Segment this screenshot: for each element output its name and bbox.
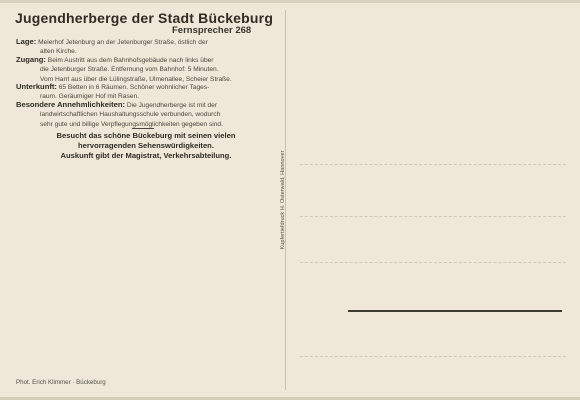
- info-zugang: [16, 55, 276, 84]
- info-zugang-line: Vom Harrl aus über die Lülingstraße, Ulmenallee, Scheier Straße.: [40, 75, 232, 83]
- phone-number: Fernsprecher 268: [172, 25, 252, 36]
- info-zugang-label: Zugang:: [16, 55, 46, 64]
- info-unterkunft: [16, 82, 276, 102]
- info-zugang-line: Beim Austritt aus dem Bahnhofsgebäude nach links über: [47, 57, 214, 64]
- address-line-city: [348, 310, 562, 312]
- separator-rule: [132, 128, 154, 129]
- address-line: [300, 262, 566, 263]
- info-unterkunft-line: 65 Betten in 6 Räumen. Schöner wohnlicher Tages-: [58, 84, 210, 91]
- info-besondere-label: Besondere Annehmlichkeiten:: [16, 100, 126, 109]
- address-line: [300, 164, 566, 165]
- info-lage-line: Meierhof Jetenburg an der Jetenburger Straße, östlich der: [38, 39, 208, 46]
- promo-line: hervorragenden Sehenswürdigkeiten.: [78, 141, 214, 150]
- info-besondere-line: Die Jugendherberge ist mit der: [126, 102, 218, 109]
- promo-line: Auskunft gibt der Magistrat, Verkehrsabteilung.: [60, 151, 232, 160]
- photo-credit: Phot. Erich Klimmer · Bückeburg: [16, 379, 106, 386]
- info-besondere: [16, 100, 276, 129]
- printer-credit: Kupfertiefdruck H. Osterwald, Hannover: [280, 150, 286, 250]
- info-lage-label: Lage:: [16, 37, 37, 46]
- info-besondere-line: landwirtschaftlichen Haushaltungsschule verbunden, wodurch: [40, 111, 221, 119]
- address-line: [300, 216, 566, 217]
- promo-line: Besucht das schöne Bückeburg mit seinen vielen: [56, 131, 236, 140]
- address-line: [300, 356, 566, 357]
- info-besondere-line: sehr gute und billige Verpflegungsmöglichkeiten gegeben sind.: [40, 120, 223, 128]
- card-top-edge: [0, 0, 580, 3]
- info-unterkunft-label: Unterkunft:: [16, 82, 57, 91]
- info-lage-line: alten Kirche.: [40, 48, 77, 56]
- promo-text: [14, 131, 278, 161]
- info-unterkunft-line: raum. Geräumiger Hof mit Rasen.: [40, 93, 139, 101]
- page-title: Jugendherberge der Stadt Bückeburg: [15, 10, 274, 26]
- info-lage: [16, 37, 276, 57]
- info-zugang-line: die Jetenburger Straße. Entfernung vom Bahnhof: 5 Minuten.: [40, 66, 219, 74]
